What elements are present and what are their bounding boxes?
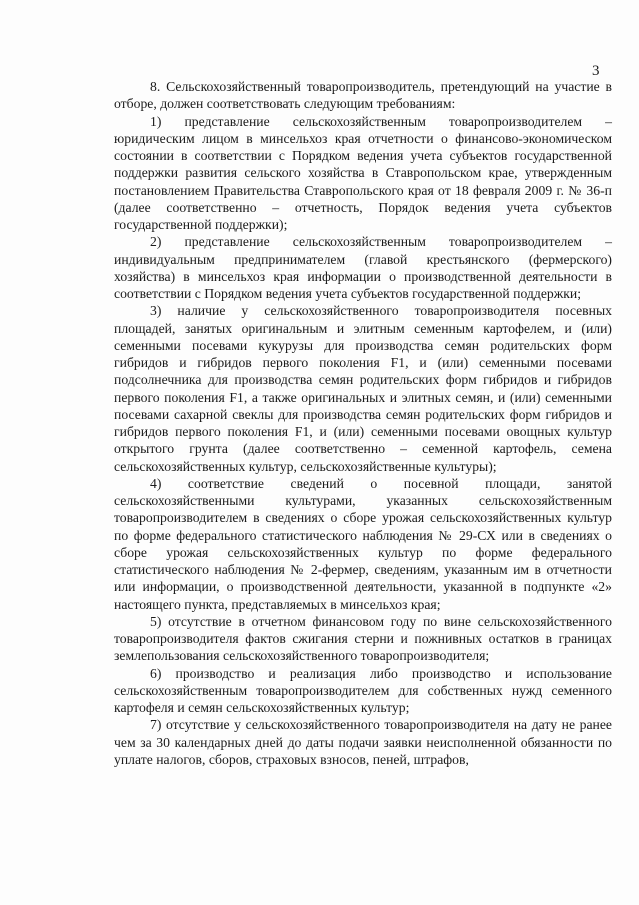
paragraph-subitem-6: 6) производство и реализация либо производство и использование сельскохозяйственным товаропроизводителем для собственных нужд семенного картофеля и семян сельскохозяйственных культур; bbox=[114, 665, 612, 715]
paragraph-subitem-4: 4) соответствие сведений о посевной площади, занятой сельскохозяйственными культурами, указанных сельскохозяйственным товаропроизводителем в сведениях о сборе урожая сельскохозяйственных культур по форме федерального статистического наблюдения № 29-СХ или в сведениях о сборе урожая сельскохозяйственных культур по форме федерального статистического наблюдения № 2-фермер, сведениям, указанным им в отчетности или информации, о производственной деятельности, указанной в подпункте «2» настоящего пункта, представляемых в минсельхоз края; bbox=[114, 475, 612, 612]
page-number: 3 bbox=[592, 63, 600, 79]
paragraph-item-8: 8. Сельскохозяйственный товаропроизводитель, претендующий на участие в отборе, должен соответствовать следующим требованиям: bbox=[114, 79, 612, 112]
document-body bbox=[114, 78, 612, 768]
paragraph-subitem-7: 7) отсутствие у сельскохозяйственного товаропроизводителя на дату не ранее чем за 30 календарных дней до даты подачи заявки неисполненной обязанности по уплате налогов, сборов, страховых взносов, пеней, штрафов, bbox=[114, 717, 612, 767]
paragraph-subitem-5: 5) отсутствие в отчетном финансовом году по вине сельскохозяйственного товаропроизводителя фактов сжигания стерни и пожнивных остатков в границах землепользования сельскохозяйственного товаропроизводителя; bbox=[114, 613, 612, 664]
paragraph-subitem-3: 3) наличие у сельскохозяйственного товаропроизводителя посевных площадей, занятых оригинальным и элитным семенным картофелем, и (или) семенными посевами кукурузы для производства семян родительских форм гибридов и гибридов первого поколения F1, и (или) семенными посевами подсолнечника для производства семян родительских форм гибридов и гибридов первого поколения F1, а также оригинальных и элитных семян, и (или) семенными посевами сахарной свеклы для производства семян родительских форм гибридов и гибридов первого поколения F1, и (или) семенными посевами овощных культур открытого грунта (далее соответственно – семенной картофель, семена сельскохозяйственных культур, сельскохозяйственные культуры); bbox=[114, 303, 612, 474]
paragraph-subitem-1: 1) представление сельскохозяйственным товаропроизводителем – юридическим лицом в минсельхоз края отчетности о финансово-экономическом состоянии в соответствии с Порядком ведения учета субъектов государственной поддержки развития сельского хозяйства в Ставропольском крае, утвержденным постановлением Правительства Ставропольского края от 18 февраля 2009 г. № 36-п (далее соответственно – отчетность, Порядок ведения учета субъектов государственной поддержки); bbox=[114, 113, 612, 232]
paragraph-subitem-2: 2) представление сельскохозяйственным товаропроизводителем – индивидуальным предпринимателем (главой крестьянского (фермерского) хозяйства) в минсельхоз края информации о производственной деятельности в соответствии с Порядком ведения учета субъектов государственной поддержки; bbox=[114, 234, 612, 301]
